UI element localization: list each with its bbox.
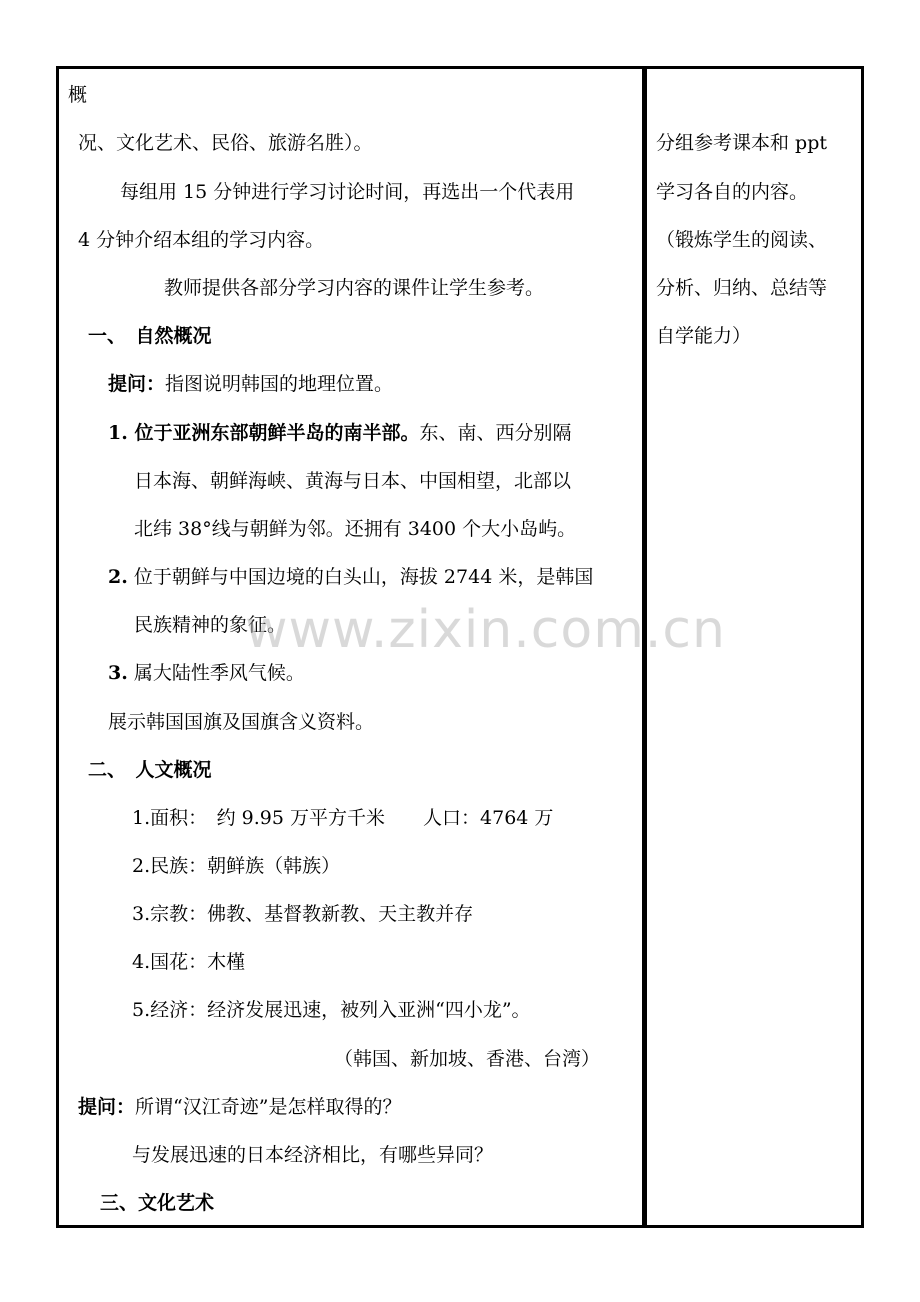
list-item-text: 属大陆性季风气候。 xyxy=(127,662,305,684)
list-item-text: 位于朝鲜与中国边境的白头山，海拔 2744 米，是韩国 xyxy=(127,566,594,588)
text-line: 每组用 15 分钟进行学习讨论时间，再选出一个代表用 xyxy=(120,181,575,203)
text-line: （韩国、新加坡、香港、台湾） xyxy=(334,1048,601,1070)
section-heading: 一、 自然概况 xyxy=(88,325,212,347)
section-heading: 三、文化艺术 xyxy=(100,1192,215,1214)
side-note-line: 学习各自的内容。 xyxy=(656,181,809,203)
list-item xyxy=(108,565,593,589)
side-note-line: 分组参考课本和 ppt xyxy=(656,132,828,154)
question-text: 所谓“汉江奇迹”是怎样取得的？ xyxy=(135,1096,402,1118)
list-item-text: 东、南、西分别隔 xyxy=(419,422,572,444)
text-line: 与发展迅速的日本经济相比，有哪些异同？ xyxy=(132,1144,494,1166)
text-line: 教师提供各部分学习内容的课件让学生参考。 xyxy=(164,277,545,299)
list-number: 3. xyxy=(108,662,128,684)
side-note-line: 分析、归纳、总结等 xyxy=(656,277,828,299)
text-line: 1.面积： 约 9.95 万平方千米 人口：4764 万 xyxy=(132,807,554,829)
question-line xyxy=(78,1095,401,1119)
question-label: 提问： xyxy=(108,373,166,395)
text-line: 展示韩国国旗及国旗含义资料。 xyxy=(108,711,375,733)
text-line: 3.宗教：佛教、基督教新教、天主教并存 xyxy=(132,903,474,925)
text-line: 日本海、朝鲜海峡、黄海与日本、中国相望，北部以 xyxy=(134,470,572,492)
question-line xyxy=(108,372,393,396)
text-line: 2.民族：朝鲜族（韩族） xyxy=(132,855,341,877)
side-note-line: （锻炼学生的阅读、 xyxy=(656,229,828,251)
section-heading: 二、 人文概况 xyxy=(88,759,212,781)
text-line: 民族精神的象征。 xyxy=(134,614,287,636)
list-item xyxy=(108,661,305,685)
text-line: 北纬 38°线与朝鲜为邻。还拥有 3400 个大小岛屿。 xyxy=(134,518,577,540)
text-line: 4 分钟介绍本组的学习内容。 xyxy=(78,229,325,251)
list-number: 2. xyxy=(108,566,128,588)
side-note-line: 自学能力） xyxy=(656,325,752,347)
watermark: www.zixin.com.cn xyxy=(245,600,726,660)
text-line: 5.经济：经济发展迅速，被列入亚洲“四小龙”。 xyxy=(132,999,531,1021)
list-item-bold: 1. 位于亚洲东部朝鲜半岛的南半部。 xyxy=(108,422,420,444)
question-text: 指图说明韩国的地理位置。 xyxy=(165,373,394,395)
text-line: 概 xyxy=(68,84,88,106)
text-line: 况、文化艺术、民俗、旅游名胜）。 xyxy=(78,132,373,154)
list-item xyxy=(108,421,571,445)
text-line: 4.国花：木槿 xyxy=(132,951,246,973)
question-label: 提问： xyxy=(78,1096,136,1118)
